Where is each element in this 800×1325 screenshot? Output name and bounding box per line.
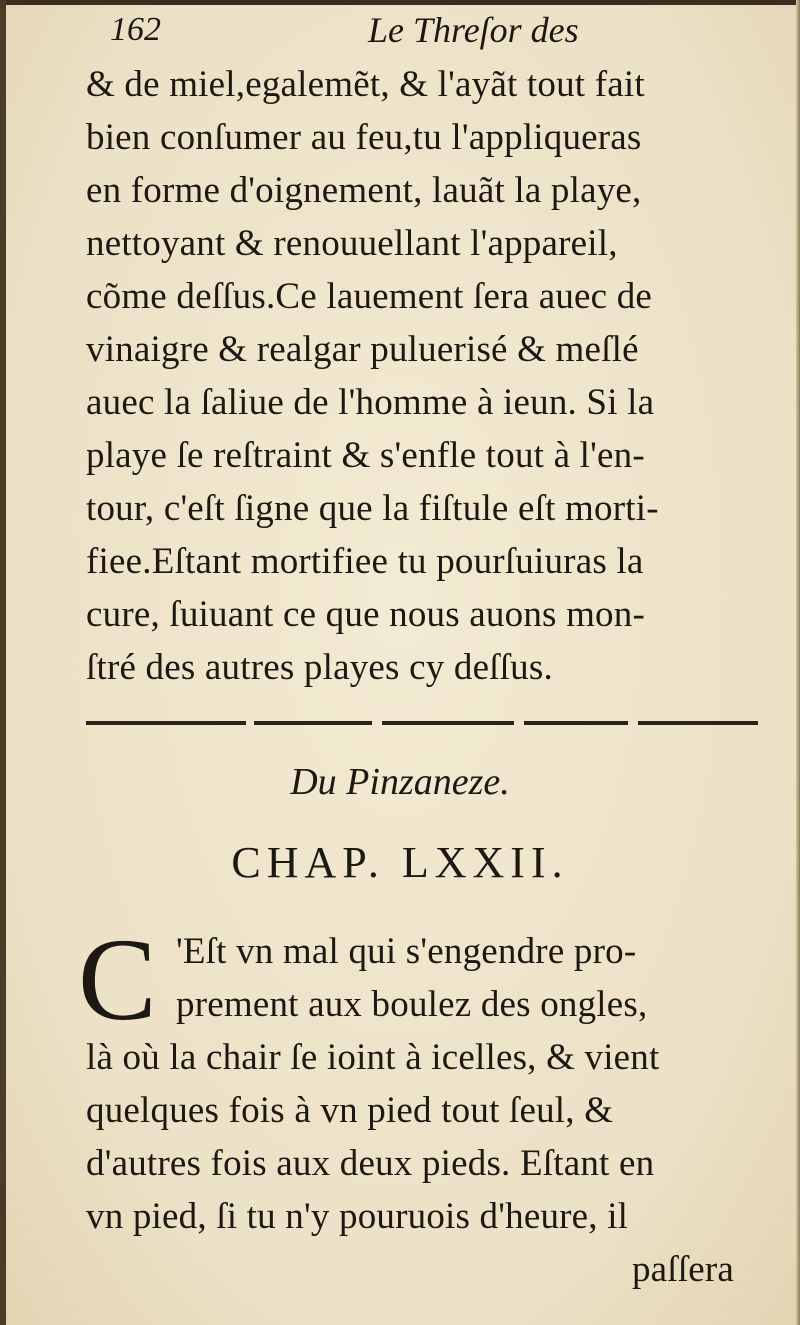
page-gutter-shadow (0, 0, 6, 1325)
text-line: cure, ſuiuant ce que nous auons mon- (86, 594, 645, 635)
text-line: fiee.Eſtant mortifiee tu pourſuiuras la (86, 541, 644, 582)
text-line: bien conſumer au feu,tu l'appliqueras (86, 117, 642, 158)
running-title: Le Threſor des (368, 10, 579, 50)
text-line: & de miel,egalemẽt, & l'ayãt tout fait (86, 64, 645, 105)
text-line: quelques fois à vn pied tout ſeul, & (86, 1090, 614, 1131)
page-top-edge (0, 0, 800, 5)
page-right-edge (796, 0, 800, 1325)
page-header (110, 10, 650, 54)
text-line: là où la chair ſe ioint à icelles, & vient (86, 1037, 660, 1078)
drop-cap: C (78, 914, 157, 1045)
page-number: 162 (110, 11, 161, 48)
text-line: vn pied, ſi tu n'y pouruois d'heure, il (86, 1196, 629, 1237)
text-line: 'Eſt vn mal qui s'engendre pro- (176, 931, 637, 972)
catchword: paſſera (631, 1249, 734, 1290)
text-line: vinaigre & realgar puluerisé & meſlé (86, 329, 639, 370)
text-line: nettoyant & renouuellant l'appareil, (86, 223, 618, 264)
decorative-rule (86, 716, 758, 730)
text-line: d'autres fois aux deux pieds. Eſtant en (86, 1143, 655, 1184)
text-line: cõme deſſus.Ce lauement ſera auec de (86, 276, 653, 317)
text-line: playe ſe reſtraint & s'enfle tout à l'en- (86, 435, 645, 476)
chapter-number: CHAP. LXXII. (231, 838, 569, 887)
chapter-title: Du Pinzaneze. (290, 761, 510, 803)
paragraph-one (86, 58, 774, 694)
text-line: en forme d'oignement, lauãt la playe, (86, 170, 642, 211)
text-line: auec la ſaliue de l'homme à ieun. Si la (86, 382, 655, 423)
paragraph-two (86, 925, 774, 1296)
text-line: ſtré des autres playes cy deſſus. (86, 647, 553, 688)
text-line: prement aux boulez des ongles, (176, 984, 648, 1025)
text-line: tour, c'eſt ſigne que la fiſtule eſt morti- (86, 488, 659, 529)
